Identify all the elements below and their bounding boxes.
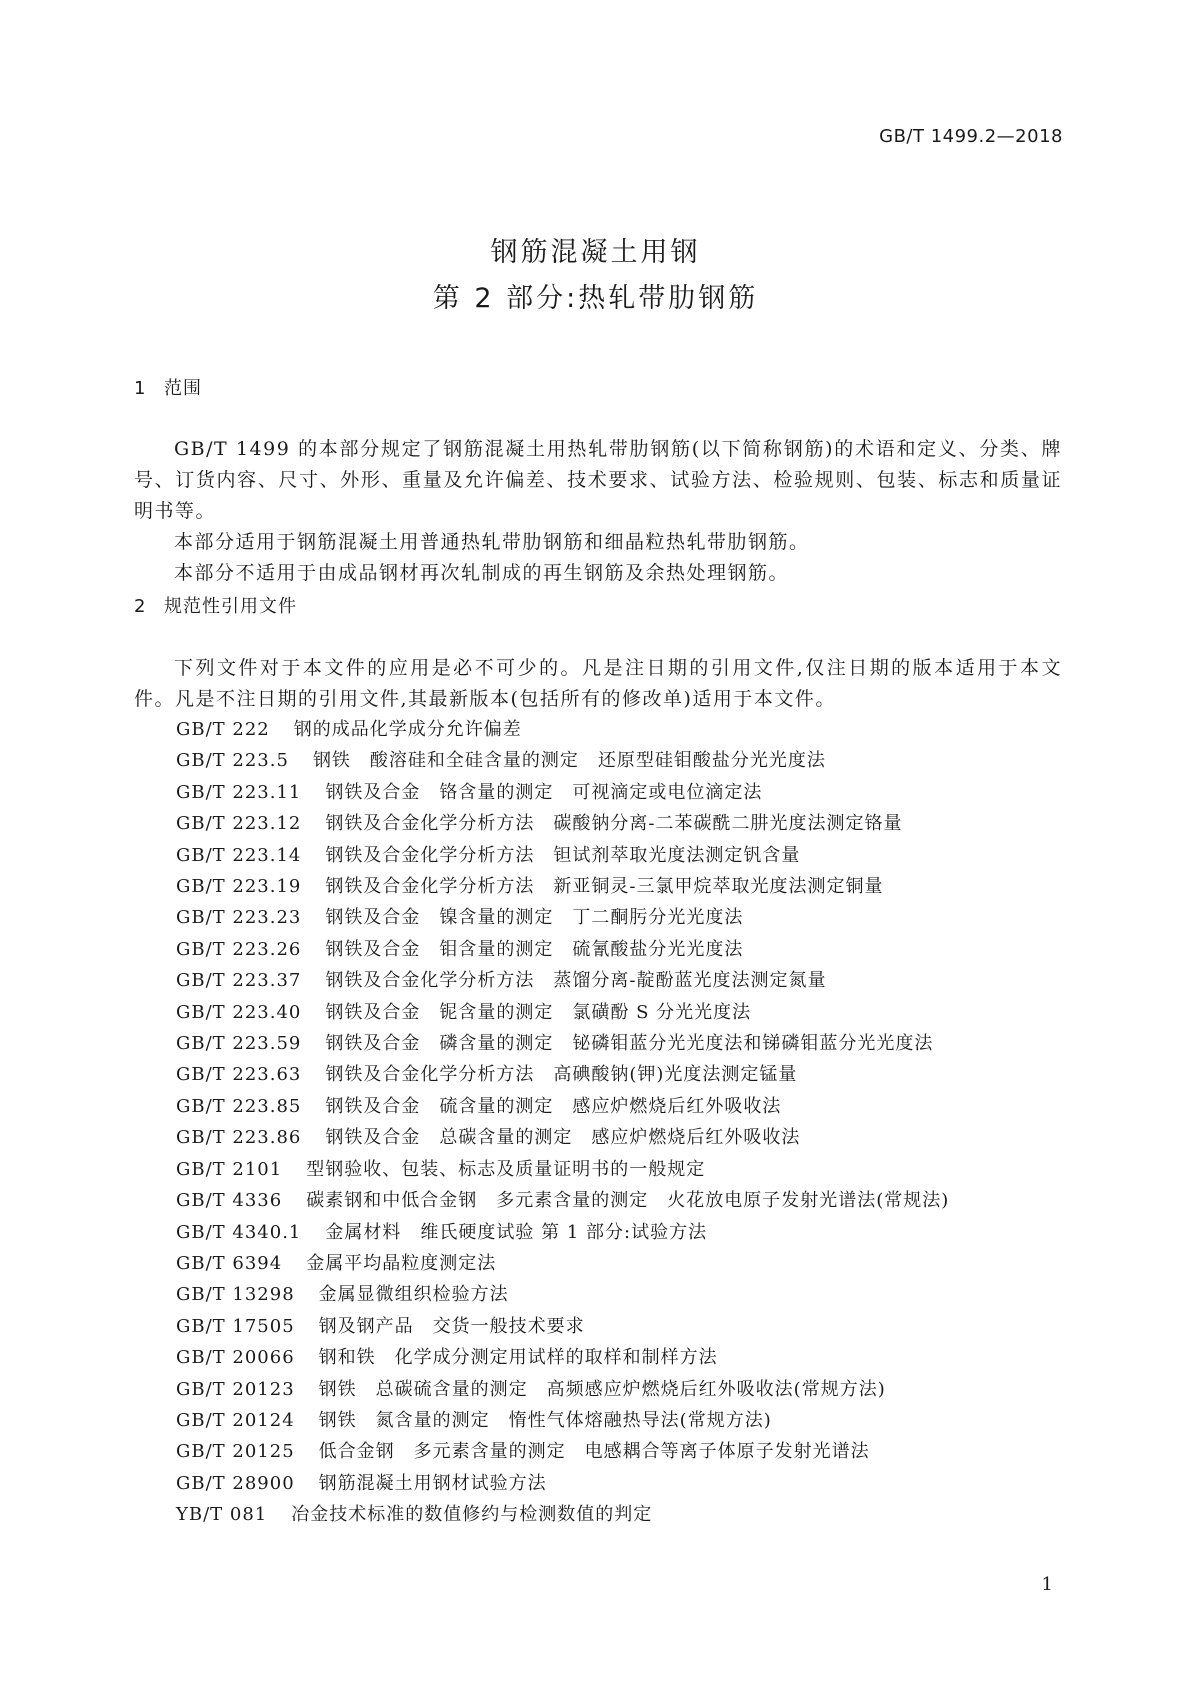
reference-title: 钢铁及合金 铬含量的测定 可视滴定或电位滴定法	[325, 781, 763, 803]
reference-title: 钢铁及合金化学分析方法 钽试剂萃取光度法测定钒含量	[325, 844, 801, 866]
reference-item	[176, 1342, 1076, 1373]
reference-item	[176, 1311, 1076, 1342]
reference-item	[176, 1185, 1076, 1216]
reference-item	[176, 1468, 1076, 1499]
reference-item	[176, 777, 1076, 808]
reference-code: GB/T 6394	[176, 1252, 283, 1274]
reference-item	[176, 1279, 1076, 1310]
document-title	[0, 230, 1191, 322]
paragraph: GB/T 1499 的本部分规定了钢筋混凝土用热轧带肋钢筋(以下简称钢筋)的术语和定义、分类、牌号、订货内容、尺寸、外形、重量及允许偏差、技术要求、试验方法、检验规则、包装、标志和质量证明书等。	[134, 438, 1062, 522]
section-1-body	[134, 434, 1062, 589]
section-2-heading	[134, 592, 297, 618]
section-number: 1	[134, 378, 147, 399]
section-title: 范围	[164, 378, 202, 399]
reference-item	[176, 902, 1076, 933]
page-number: 1	[1041, 1574, 1053, 1595]
reference-title: 钢铁 总碳硫含量的测定 高频感应炉燃烧后红外吸收法(常规方法)	[318, 1378, 886, 1400]
reference-code: GB/T 223.11	[176, 781, 302, 803]
reference-list	[176, 714, 1076, 1531]
title-line-1: 钢筋混凝土用钢	[490, 237, 701, 268]
reference-title: 钢铁 氮含量的测定 惰性气体熔融热导法(常规方法)	[318, 1409, 772, 1431]
section-number: 2	[134, 596, 147, 617]
reference-code: GB/T 223.63	[176, 1064, 302, 1086]
reference-title: 钢铁及合金 钼含量的测定 硫氰酸盐分光光度法	[325, 938, 744, 960]
reference-item	[176, 714, 1076, 745]
reference-item	[176, 1028, 1076, 1059]
reference-title: 钢铁及合金 总碳含量的测定 感应炉燃烧后红外吸收法	[325, 1127, 801, 1149]
reference-code: GB/T 13298	[176, 1284, 295, 1306]
reference-title: 钢铁及合金化学分析方法 新亚铜灵-三氯甲烷萃取光度法测定铜量	[325, 876, 884, 898]
reference-code: GB/T 2101	[176, 1158, 283, 1180]
section-title: 规范性引用文件	[164, 596, 297, 617]
reference-code: GB/T 20123	[176, 1378, 295, 1400]
reference-item	[176, 1217, 1076, 1248]
reference-title: 钢铁及合金 磷含量的测定 铋磷钼蓝分光光度法和锑磷钼蓝分光光度法	[325, 1033, 934, 1055]
reference-code: GB/T 4336	[176, 1190, 283, 1212]
reference-item	[176, 745, 1076, 776]
reference-code: GB/T 223.19	[176, 876, 302, 898]
standard-code: GB/T 1499.2—2018	[879, 126, 1063, 147]
reference-title: 型钢验收、包装、标志及质量证明书的一般规定	[306, 1158, 706, 1180]
reference-item	[176, 1154, 1076, 1185]
reference-title: 钢铁及合金化学分析方法 高碘酸钠(钾)光度法测定锰量	[325, 1064, 798, 1086]
reference-code: GB/T 223.26	[176, 938, 302, 960]
reference-code: YB/T 081	[176, 1504, 268, 1526]
section-2-intro	[134, 653, 1062, 715]
reference-code: GB/T 20125	[176, 1441, 295, 1463]
reference-title: 钢及钢产品 交货一般技术要求	[318, 1315, 585, 1337]
reference-title: 低合金钢 多元素含量的测定 电感耦合等离子体原子发射光谱法	[318, 1441, 870, 1463]
paragraph: 本部分适用于钢筋混凝土用普通热轧带肋钢筋和细晶粒热轧带肋钢筋。	[174, 531, 810, 553]
reference-title: 钢铁及合金化学分析方法 碳酸钠分离-二苯碳酰二肼光度法测定铬量	[325, 813, 903, 835]
reference-title: 钢的成品化学成分允许偏差	[293, 719, 522, 740]
reference-title: 钢铁 酸溶硅和全硅含量的测定 还原型硅钼酸盐分光光度法	[312, 750, 826, 772]
reference-title: 碳素钢和中低合金钢 多元素含量的测定 火花放电原子发射光谱法(常规法)	[306, 1190, 950, 1212]
reference-item	[176, 1091, 1076, 1122]
paragraph: 本部分不适用于由成品钢材再次轧制成的再生钢筋及余热处理钢筋。	[174, 562, 790, 584]
reference-code: GB/T 4340.1	[176, 1221, 302, 1243]
reference-code: GB/T 20066	[176, 1347, 295, 1369]
reference-item	[176, 808, 1076, 839]
reference-item	[176, 934, 1076, 965]
reference-title: 金属平均晶粒度测定法	[306, 1252, 497, 1274]
reference-code: GB/T 222	[176, 719, 270, 740]
reference-item	[176, 1059, 1076, 1090]
reference-item	[176, 1248, 1076, 1279]
reference-title: 冶金技术标准的数值修约与检测数值的判定	[291, 1504, 653, 1526]
reference-item	[176, 1436, 1076, 1467]
reference-code: GB/T 17505	[176, 1315, 295, 1337]
reference-title: 钢铁及合金 镍含量的测定 丁二酮肟分光光度法	[325, 907, 744, 929]
reference-item	[176, 840, 1076, 871]
reference-title: 钢筋混凝土用钢材试验方法	[318, 1472, 547, 1494]
paragraph: 下列文件对于本文件的应用是必不可少的。凡是注日期的引用文件,仅注日期的版本适用于本文件。凡是不注日期的引用文件,其最新版本(包括所有的修改单)适用于本文件。	[134, 657, 1062, 710]
reference-code: GB/T 223.40	[176, 1001, 302, 1023]
reference-code: GB/T 20124	[176, 1409, 295, 1431]
reference-item	[176, 1122, 1076, 1153]
reference-item	[176, 871, 1076, 902]
reference-code: GB/T 28900	[176, 1472, 295, 1494]
reference-title: 钢铁及合金化学分析方法 蒸馏分离-靛酚蓝光度法测定氮量	[325, 970, 827, 992]
reference-title: 钢和铁 化学成分测定用试样的取样和制样方法	[318, 1347, 718, 1369]
reference-item	[176, 1374, 1076, 1405]
reference-title: 金属显微组织检验方法	[318, 1284, 509, 1306]
reference-item	[176, 997, 1076, 1028]
reference-code: GB/T 223.59	[176, 1033, 302, 1055]
reference-item	[176, 1405, 1076, 1436]
reference-code: GB/T 223.86	[176, 1127, 302, 1149]
reference-code: GB/T 223.37	[176, 970, 302, 992]
title-line-2: 第 2 部分:热轧带肋钢筋	[432, 283, 759, 314]
reference-code: GB/T 223.12	[176, 813, 302, 835]
reference-code: GB/T 223.5	[176, 750, 289, 772]
reference-code: GB/T 223.23	[176, 907, 302, 929]
reference-title: 金属材料 维氏硬度试验 第 1 部分:试验方法	[325, 1221, 708, 1243]
reference-title: 钢铁及合金 铌含量的测定 氯磺酚 S 分光光度法	[325, 1001, 752, 1023]
section-1-heading	[134, 374, 202, 400]
reference-title: 钢铁及合金 硫含量的测定 感应炉燃烧后红外吸收法	[325, 1095, 782, 1117]
reference-code: GB/T 223.85	[176, 1095, 302, 1117]
reference-item	[176, 965, 1076, 996]
reference-item	[176, 1499, 1076, 1530]
reference-code: GB/T 223.14	[176, 844, 302, 866]
